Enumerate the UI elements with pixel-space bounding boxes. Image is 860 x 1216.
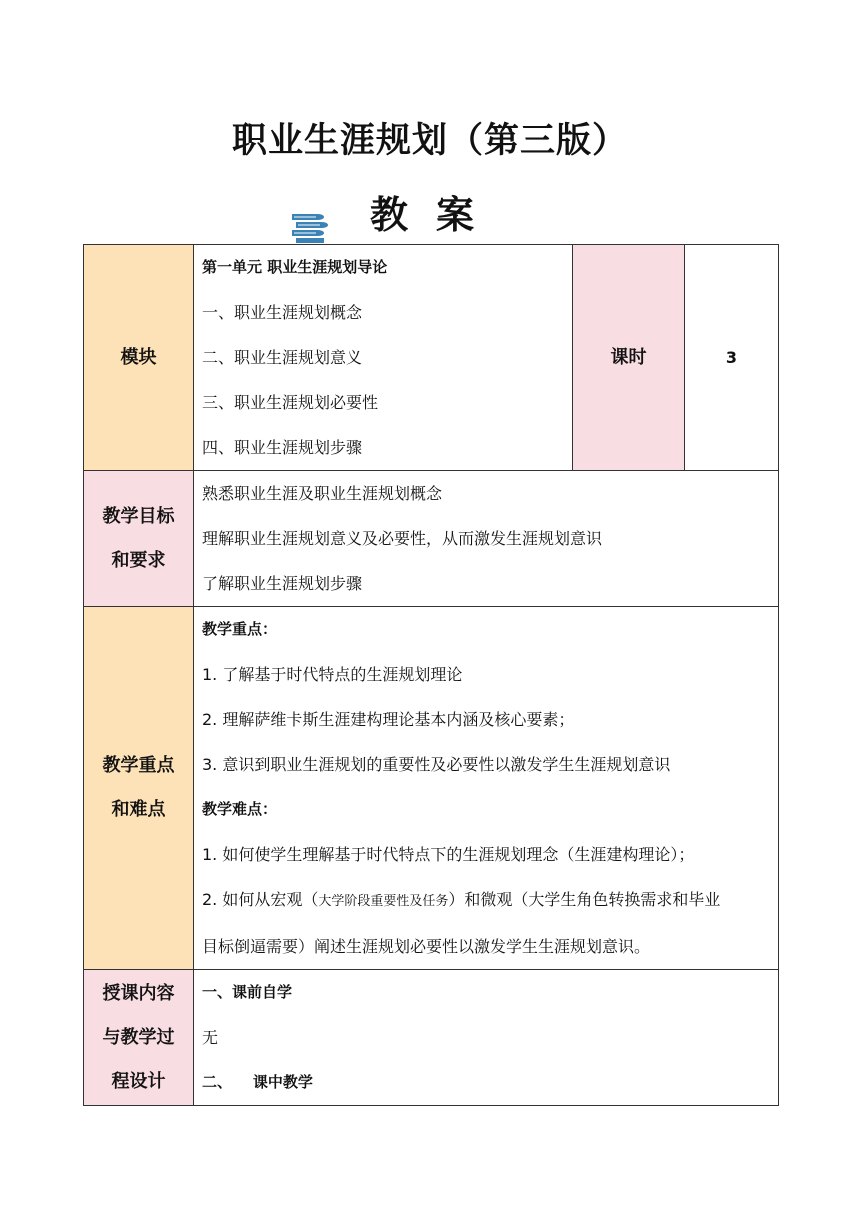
lesson-plan-table: [83, 244, 779, 1106]
difficulty-item: 1. 如何使学生理解基于时代特点下的生涯规划理念（生涯建构理论）；: [202, 845, 695, 864]
process-label-line: 与教学过: [102, 1026, 175, 1048]
difficulty-small-note: 大学阶段重要性及任务: [318, 894, 449, 909]
key-points-label: [84, 607, 194, 970]
objective-item: 理解职业生涯规划意义及必要性，从而激发生涯规划意识: [202, 529, 603, 548]
module-item: 一、职业生涯规划概念: [202, 303, 363, 322]
objectives-row: [84, 471, 779, 607]
module-item: 二、职业生涯规划意义: [202, 348, 363, 367]
objective-item: 熟悉职业生涯及职业生涯规划概念: [202, 484, 443, 503]
focus-heading: 教学重点：: [202, 620, 278, 638]
process-content: [194, 970, 779, 1106]
process-section-content: 无: [202, 1028, 219, 1047]
key-points-label-line: 和难点: [111, 799, 166, 820]
document-title: 职业生涯规划（第三版）: [231, 121, 628, 161]
module-content: [194, 245, 573, 471]
key-points-label-line: 教学重点: [102, 755, 175, 776]
process-label-line: 程设计: [111, 1070, 166, 1092]
key-points-content: [194, 607, 779, 970]
module-label: 模块: [84, 245, 194, 471]
focus-item: 1. 了解基于时代特点的生涯规划理论: [202, 665, 463, 684]
difficulty-text: ）和微观（大学生角色转换需求和毕业: [448, 890, 721, 909]
objectives-label: [84, 471, 194, 607]
module-item: 三、职业生涯规划必要性: [202, 393, 379, 412]
key-points-row: [84, 607, 779, 970]
process-section-heading: 二、 课中教学: [202, 1073, 313, 1091]
process-row: [84, 970, 779, 1106]
objectives-label-line: 和要求: [111, 549, 166, 571]
difficulty-item-continued: 目标倒逼需要）阐述生涯规划必要性以激发学生生涯规划意识。: [202, 937, 651, 956]
unit-title: 第一单元 职业生涯规划导论: [202, 258, 388, 276]
process-label-line: 授课内容: [102, 982, 175, 1004]
difficulty-heading: 教学难点：: [202, 800, 278, 818]
hours-value: 3: [685, 245, 779, 471]
objectives-content: [194, 471, 779, 607]
module-row: [84, 245, 779, 471]
process-label: [84, 970, 194, 1106]
difficulty-item: [202, 877, 770, 924]
document-subtitle: 教案: [369, 193, 502, 237]
objective-item: 了解职业生涯规划步骤: [202, 574, 363, 593]
objectives-label-line: 教学目标: [102, 505, 175, 527]
module-item: 四、职业生涯规划步骤: [202, 438, 363, 457]
hours-label: 课时: [573, 245, 685, 471]
difficulty-text: 2. 如何从宏观（: [202, 890, 319, 909]
focus-item: 3. 意识到职业生涯规划的重要性及必要性以激发学生生涯规划意识: [202, 755, 671, 774]
books-icon: [288, 210, 330, 246]
process-section-heading: 一、课前自学: [202, 983, 293, 1001]
focus-item: 2. 理解萨维卡斯生涯建构理论基本内涵及核心要素；: [202, 710, 575, 729]
